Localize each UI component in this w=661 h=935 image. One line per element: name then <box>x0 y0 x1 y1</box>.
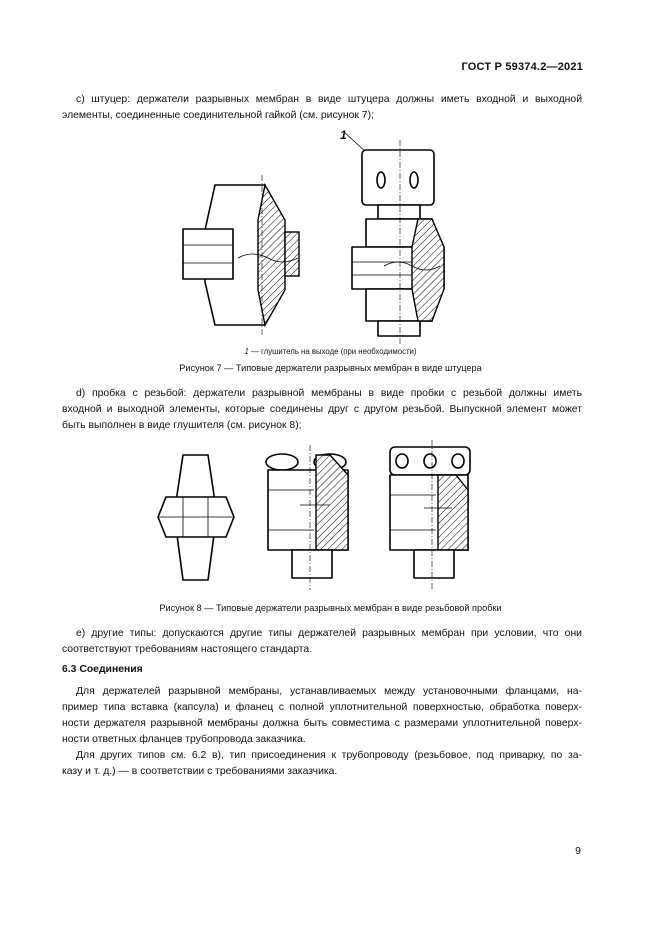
paragraph-line: c) штуцер: держатели разрывных мембран в виде штуцера должны иметь входной и выходной <box>76 94 582 105</box>
threaded-plug-section <box>266 445 348 590</box>
figure-8-caption: Рисунок 8 — Типовые держатели разрывных мембран в виде резьбовой пробки <box>159 603 502 613</box>
section-heading: 6.3 Соединения <box>62 664 143 675</box>
paragraph-line: ности ответных фланцев трубопровода заказчика. <box>62 734 306 745</box>
paragraph-line: Для других типов см. 6.2 в), тип присоединения к трубопроводу (резьбовое, под приварку, по за- <box>76 750 582 761</box>
paragraph-line: Для держателей разрывной мембраны, устанавливаемых между установочными фланцами, на- <box>76 686 582 697</box>
callout-label: 1 <box>340 128 347 142</box>
paragraph-line: ности держателя разрывной мембраны должна быть совместима с размерами уплотнительной поверх- <box>62 718 582 729</box>
section-6-3-paragraph-2 <box>62 748 582 780</box>
paragraph-line: e) другие типы: допускаются другие типы держателей разрывных мембран при условии, что они <box>76 628 582 639</box>
paragraph-line: d) пробка с резьбой: держатели разрывной мембраны в виде пробки с резьбой должны иметь <box>76 388 582 399</box>
standard-header: ГОСТ Р 59374.2—2021 <box>461 61 583 73</box>
figure-7-caption: Рисунок 7 — Типовые держатели разрывных мембран в виде штуцера <box>179 363 482 373</box>
paragraph-line: входной и выходной элементы, которые соединены друг с другом резьбой. Выпускной элемент может <box>62 404 582 415</box>
threaded-plug-with-silencer <box>390 440 470 590</box>
paragraph-e <box>62 626 582 658</box>
note-number: 1 <box>244 347 249 356</box>
note-text: — глушитель на выходе (при необходимости) <box>248 347 417 356</box>
paragraph-line: казу и т. д.) — в соответствии с требованиями заказчика. <box>62 766 338 777</box>
paragraph-line: соответствуют требованиям настоящего стандарта. <box>62 644 313 655</box>
section-6-3-paragraph-1 <box>62 684 582 748</box>
threaded-plug-outline <box>158 455 234 580</box>
paragraph-line: быть выполнен в виде глушителя (см. рисунок 8); <box>62 420 302 431</box>
paragraph-line: пример типа вставка (капсула) и фланец с полной уплотнительной поверхностью, обработка поверх- <box>62 702 582 713</box>
paragraph-line: элементы, соединенные соединительной гайкой (см. рисунок 7); <box>62 110 374 121</box>
page-number: 9 <box>575 845 581 857</box>
